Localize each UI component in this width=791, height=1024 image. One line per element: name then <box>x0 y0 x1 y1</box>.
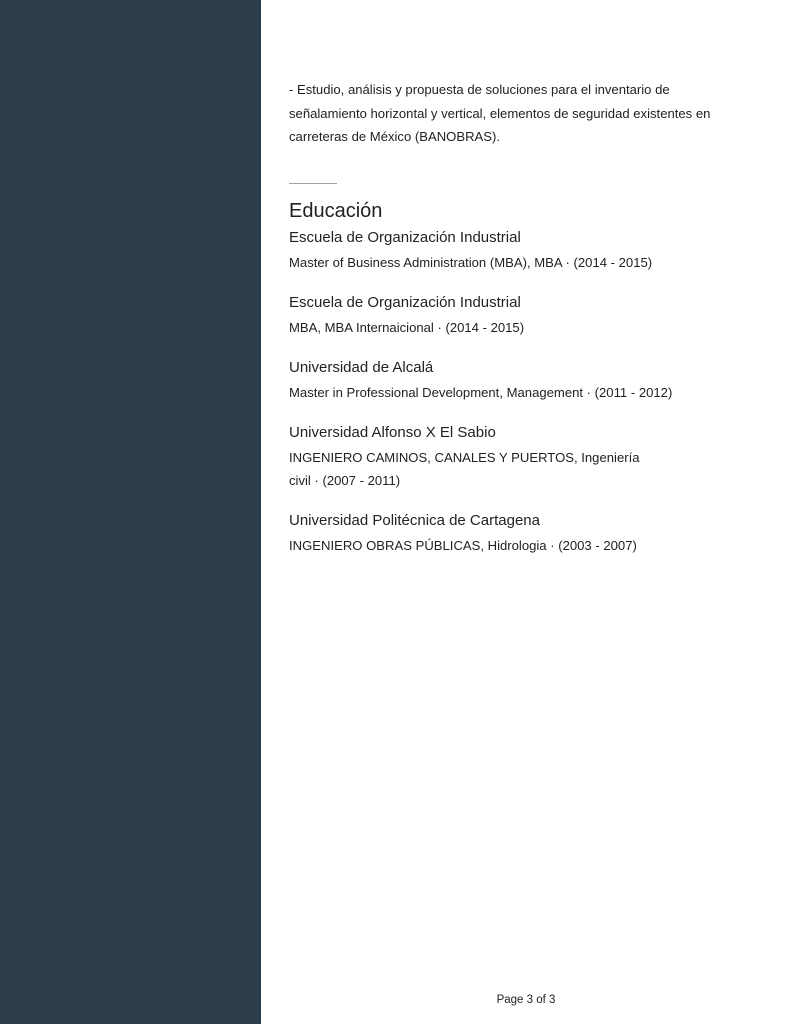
education-school: Universidad Politécnica de Cartagena <box>289 511 540 529</box>
sidebar <box>0 0 261 1024</box>
experience-description: - Estudio, análisis y propuesta de soluciones para el inventario de señalamiento horizontal y vertical, elementos de seguridad existentes en carreteras de México (BANOBRAS). <box>289 82 711 144</box>
education-detail: Master in Professional Development, Management · (2011 - 2012) <box>289 384 673 400</box>
education-school: Escuela de Organización Industrial <box>289 228 521 246</box>
education-item <box>289 293 749 339</box>
education-item <box>289 358 749 404</box>
education-item <box>289 423 749 492</box>
education-detail: INGENIERO OBRAS PÚBLICAS, Hidrologia · (2003 - 2007) <box>289 537 637 553</box>
education-detail: INGENIERO CAMINOS, CANALES Y PUERTOS, Ingeniería civil · (2007 - 2011) <box>289 449 640 488</box>
education-detail: MBA, MBA Internaicional · (2014 - 2015) <box>289 319 525 335</box>
education-list <box>289 228 749 557</box>
education-school: Escuela de Organización Industrial <box>289 293 521 311</box>
main-content <box>289 78 749 576</box>
page-number: Page 3 of 3 <box>496 994 556 1006</box>
section-divider <box>289 183 337 184</box>
education-school: Universidad de Alcalá <box>289 358 434 376</box>
education-heading: Educación <box>289 199 383 222</box>
education-item <box>289 511 749 557</box>
education-school: Universidad Alfonso X El Sabio <box>289 423 496 441</box>
education-detail: Master of Business Administration (MBA), MBA · (2014 - 2015) <box>289 254 653 270</box>
education-item <box>289 228 749 274</box>
